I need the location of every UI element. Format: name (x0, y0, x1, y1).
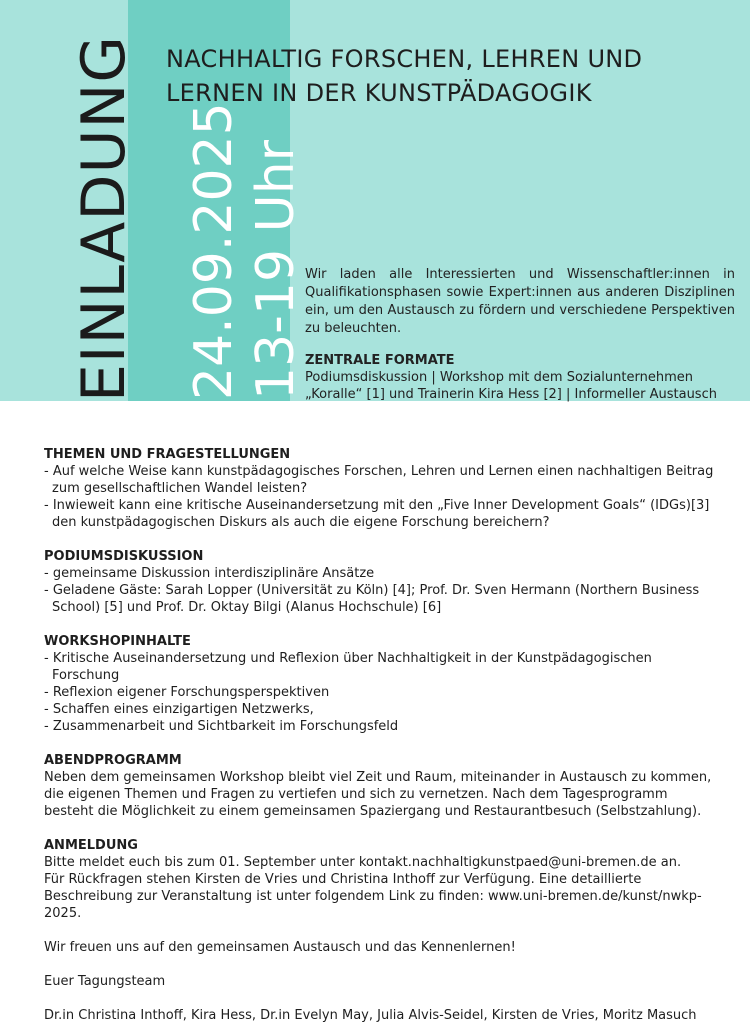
section-heading: ANMELDUNG (44, 838, 138, 853)
team-names: Dr.in Christina Inthoff, Kira Hess, Dr.in Evelyn May, Julia Alvis-Seidel, Kirsten de Vries, Moritz Masuch (44, 1008, 697, 1023)
abend-text: Neben dem gemeinsamen Workshop bleibt viel Zeit und Raum, miteinander in Austausch zu kommen, die eigenen Themen und Fragen zu vertiefen und sich zu vernetzen. Nach dem Tagesprogramm besteht die Möglichkeit zu einem gemeinsamen Spaziergang und Restaurantbesuch (Selbstzahlung). (44, 770, 712, 819)
body-content (44, 446, 714, 1024)
formats-heading: ZENTRALE FORMATE (305, 353, 455, 368)
page-title (166, 42, 736, 110)
section-heading: WORKSHOPINHALTE (44, 634, 191, 649)
formats-line-1: Podiumsdiskussion | Workshop mit dem Sozialunternehmen (305, 370, 693, 385)
list-item: - Reflexion eigener Forschungsperspektiven (44, 685, 330, 700)
event-date: 24.09.2025 (184, 102, 244, 400)
signoff: Euer Tagungsteam (44, 974, 166, 989)
title-line-2: LERNEN IN DER KUNSTPÄDAGOGIK (166, 79, 592, 107)
list-item: - Zusammenarbeit und Sichtbarkeit im Forschungsfeld (44, 719, 399, 734)
section-podium (44, 548, 714, 616)
list-item: - Geladene Gäste: Sarah Lopper (Universität zu Köln) [4]; Prof. Dr. Sven Hermann (Northern Business School) [5] und Prof. Dr. Oktay Bilgi (Alanus Hochschule) [6] (44, 583, 700, 615)
section-themen (44, 446, 714, 531)
event-time: 13-19 Uhr (246, 139, 306, 400)
section-heading: THEMEN UND FRAGESTELLUNGEN (44, 447, 291, 462)
intro-text: Wir laden alle Interessierten und Wissenschaftler:innen in Qualifikationsphasen sowie Expert:innen aus anderen Disziplinen ein, um den Austausch zu fördern und verschiedene Perspektiven zu beleuchten. (305, 267, 735, 336)
anmeldung-line-1: Bitte meldet euch bis zum 01. September unter kontakt.nachhaltigkunstpaed@uni-bremen.de an. (44, 855, 682, 870)
list-item: - Schaffen eines einzigartigen Netzwerks, (44, 702, 314, 717)
einladung-heading: EINLADUNG (69, 35, 139, 402)
formats-line-2: „Koralle“ [1] und Trainerin Kira Hess [2] | Informeller Austausch (305, 387, 717, 402)
list-item: - Auf welche Weise kann kunstpädagogisches Forschen, Lehren und Lernen einen nachhaltigen Beitrag zum gesellschaftlichen Wandel leisten? (44, 464, 714, 496)
closing-text: Wir freuen uns auf den gemeinsamen Austausch und das Kennenlernen! (44, 940, 516, 955)
list-item: - Inwieweit kann eine kritische Auseinandersetzung mit den „Five Inner Development Goals“ (IDGs)[3] den kunstpädagogischen Diskurs als auch die eigene Forschung bereichern? (44, 498, 710, 530)
title-line-1: NACHHALTIG FORSCHEN, LEHREN UND (166, 45, 643, 73)
section-workshop (44, 633, 714, 735)
section-heading: ABENDPROGRAMM (44, 753, 182, 768)
section-heading: PODIUMSDISKUSSION (44, 549, 204, 564)
list-item: - Kritische Auseinandersetzung und Reflexion über Nachhaltigkeit in der Kunstpädagogischen Forschung (44, 651, 652, 683)
formats-block (305, 352, 745, 403)
section-abend (44, 752, 714, 820)
anmeldung-line-2: Für Rückfragen stehen Kirsten de Vries und Christina Inthoff zur Verfügung. Eine detaillierte Beschreibung zur Veranstaltung ist unter folgendem Link zu finden: www.uni-bremen.de/kunst/nwkp-2025. (44, 872, 702, 921)
list-item: - gemeinsame Diskussion interdisziplinäre Ansätze (44, 566, 375, 581)
section-anmeldung (44, 837, 714, 922)
